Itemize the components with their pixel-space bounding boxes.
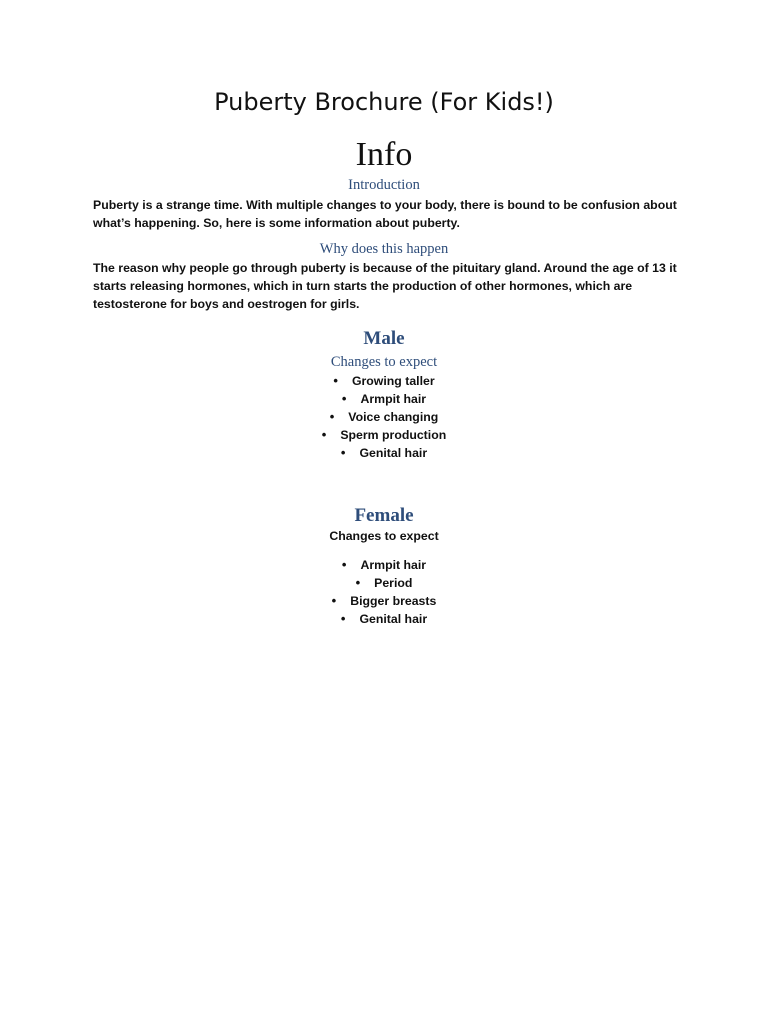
bullet-icon: • <box>341 557 347 572</box>
list-item: • Voice changing <box>329 409 439 424</box>
why-heading: Why does this happen <box>319 241 449 257</box>
bullet-icon: • <box>321 427 327 442</box>
bullet-icon: • <box>331 593 337 608</box>
bullet-icon: • <box>340 445 346 460</box>
male-subheading: Changes to expect <box>330 354 438 370</box>
list-item: • Armpit hair <box>341 557 427 572</box>
introduction-paragraph <box>93 196 683 232</box>
bullet-icon: • <box>329 409 335 424</box>
document-title: Puberty Brochure (For Kids!) <box>214 88 554 116</box>
info-heading: Info <box>355 136 413 173</box>
introduction-line: what’s happening. So, here is some information about puberty. <box>93 216 460 230</box>
male-heading: Male <box>363 328 405 349</box>
bullet-icon: • <box>355 575 361 590</box>
introduction-heading: Introduction <box>348 177 420 193</box>
why-line: starts releasing hormones, which in turn starts the production of other hormones, which are <box>93 279 633 293</box>
female-changes-list <box>0 556 768 628</box>
male-changes-list <box>0 372 768 462</box>
why-line: testosterone for boys and oestrogen for girls. <box>93 297 360 311</box>
introduction-line: Puberty is a strange time. With multiple changes to your body, there is bound to be confusion about <box>93 198 677 212</box>
list-item: • Growing taller <box>333 373 435 388</box>
list-item: • Genital hair <box>340 611 428 626</box>
list-item: • Genital hair <box>340 445 428 460</box>
why-line: The reason why people go through puberty is because of the pituitary gland. Around the age of 13 it <box>93 261 677 275</box>
list-item: • Period <box>355 575 413 590</box>
list-item: • Sperm production <box>321 427 447 442</box>
bullet-icon: • <box>333 373 338 388</box>
female-subheading: Changes to expect <box>329 529 439 543</box>
list-item: • Bigger breasts <box>331 593 437 608</box>
list-item: • Armpit hair <box>341 391 427 406</box>
bullet-icon: • <box>340 611 346 626</box>
why-paragraph <box>93 259 683 313</box>
female-heading: Female <box>354 505 414 526</box>
bullet-icon: • <box>341 391 347 406</box>
